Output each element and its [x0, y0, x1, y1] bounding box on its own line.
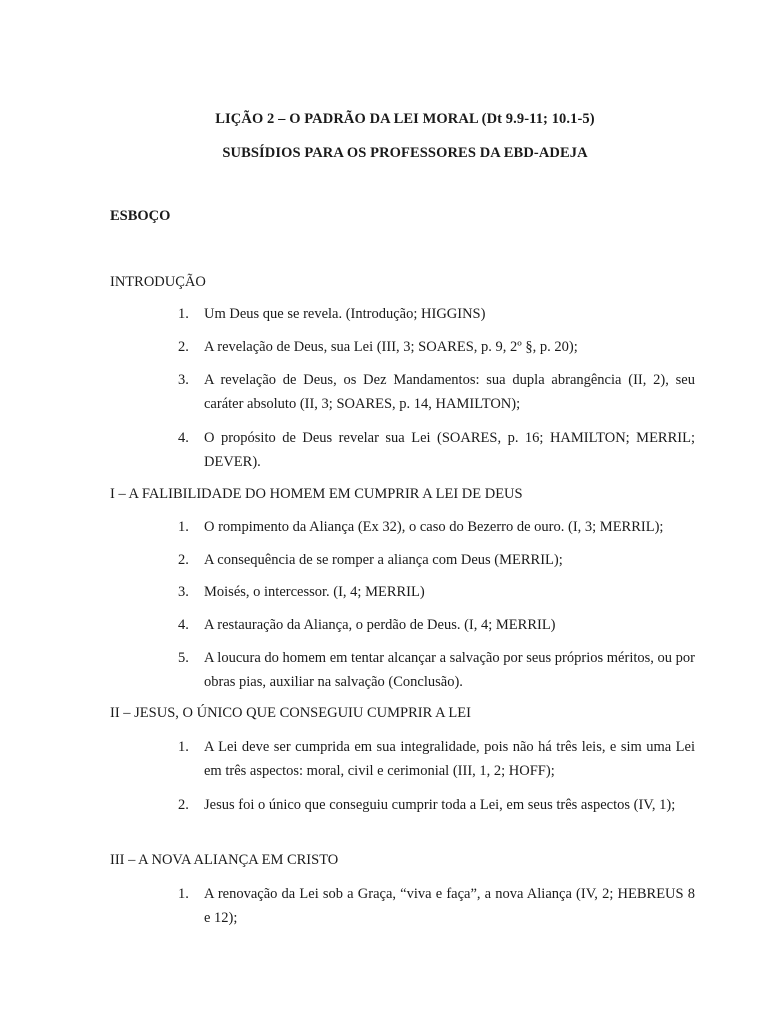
section-heading-introduction: INTRODUÇÃO	[110, 274, 206, 290]
item-number: 1.	[178, 306, 189, 322]
item-number: 1.	[178, 886, 189, 902]
item-text: Jesus foi o único que conseguiu cumprir toda a Lei, em seus três aspectos (IV, 1);	[204, 797, 676, 813]
list-item	[178, 793, 695, 817]
lesson-title: LIÇÃO 2 – O PADRÃO DA LEI MORAL (Dt 9.9-11; 10.1-5)	[215, 111, 595, 127]
item-number: 1.	[178, 739, 189, 755]
item-number: 5.	[178, 650, 189, 666]
item-number: 2.	[178, 797, 189, 813]
section-heading-1: I – A FALIBILIDADE DO HOMEM EM CUMPRIR A LEI DE DEUS	[110, 486, 523, 502]
list-item	[178, 548, 695, 572]
item-number: 4.	[178, 430, 189, 446]
item-text: O propósito de Deus revelar sua Lei (SOARES, p. 16; HAMILTON; MERRIL; DEVER).	[204, 430, 695, 470]
item-text: A restauração da Aliança, o perdão de Deus. (I, 4; MERRIL)	[204, 617, 556, 633]
section-heading-2: II – JESUS, O ÚNICO QUE CONSEGUIU CUMPRIR A LEI	[110, 705, 471, 721]
list-item	[178, 735, 695, 783]
item-text: A renovação da Lei sob a Graça, “viva e faça”, a nova Aliança (IV, 2; HEBREUS 8 e 12);	[204, 886, 695, 926]
list-item	[178, 515, 695, 539]
list-item	[178, 646, 695, 694]
list-item	[178, 882, 695, 930]
list-item	[178, 368, 695, 416]
item-number: 2.	[178, 339, 189, 355]
item-text: Um Deus que se revela. (Introdução; HIGGINS)	[204, 306, 486, 322]
item-number: 3.	[178, 372, 189, 388]
list-item	[178, 613, 695, 637]
item-text: Moisés, o intercessor. (I, 4; MERRIL)	[204, 584, 425, 600]
item-text: A revelação de Deus, sua Lei (III, 3; SOARES, p. 9, 2º §, p. 20);	[204, 339, 578, 355]
item-number: 4.	[178, 617, 189, 633]
list-item	[178, 580, 695, 604]
item-text: A revelação de Deus, os Dez Mandamentos: sua dupla abrangência (II, 2), seu caráter absoluto (II, 3; SOARES, p. 14, HAMILTON);	[204, 372, 695, 412]
item-number: 3.	[178, 584, 189, 600]
item-text: O rompimento da Aliança (Ex 32), o caso do Bezerro de ouro. (I, 3; MERRIL);	[204, 519, 664, 535]
item-text: A loucura do homem em tentar alcançar a salvação por seus próprios méritos, ou por obras pias, auxiliar na salvação (Conclusão).	[204, 650, 695, 690]
item-number: 1.	[178, 519, 189, 535]
item-text: A Lei deve ser cumprida em sua integralidade, pois não há três leis, e sim uma Lei em três aspectos: moral, civil e cerimonial (III, 1, 2; HOFF);	[204, 739, 695, 779]
lesson-subtitle: SUBSÍDIOS PARA OS PROFESSORES DA EBD-ADEJA	[222, 145, 588, 161]
section-heading-3: III – A NOVA ALIANÇA EM CRISTO	[110, 852, 339, 868]
item-number: 2.	[178, 552, 189, 568]
list-item	[178, 302, 695, 326]
list-item	[178, 335, 695, 359]
outline-heading: ESBOÇO	[110, 208, 171, 224]
list-item	[178, 426, 695, 474]
item-text: A consequência de se romper a aliança com Deus (MERRIL);	[204, 552, 563, 568]
